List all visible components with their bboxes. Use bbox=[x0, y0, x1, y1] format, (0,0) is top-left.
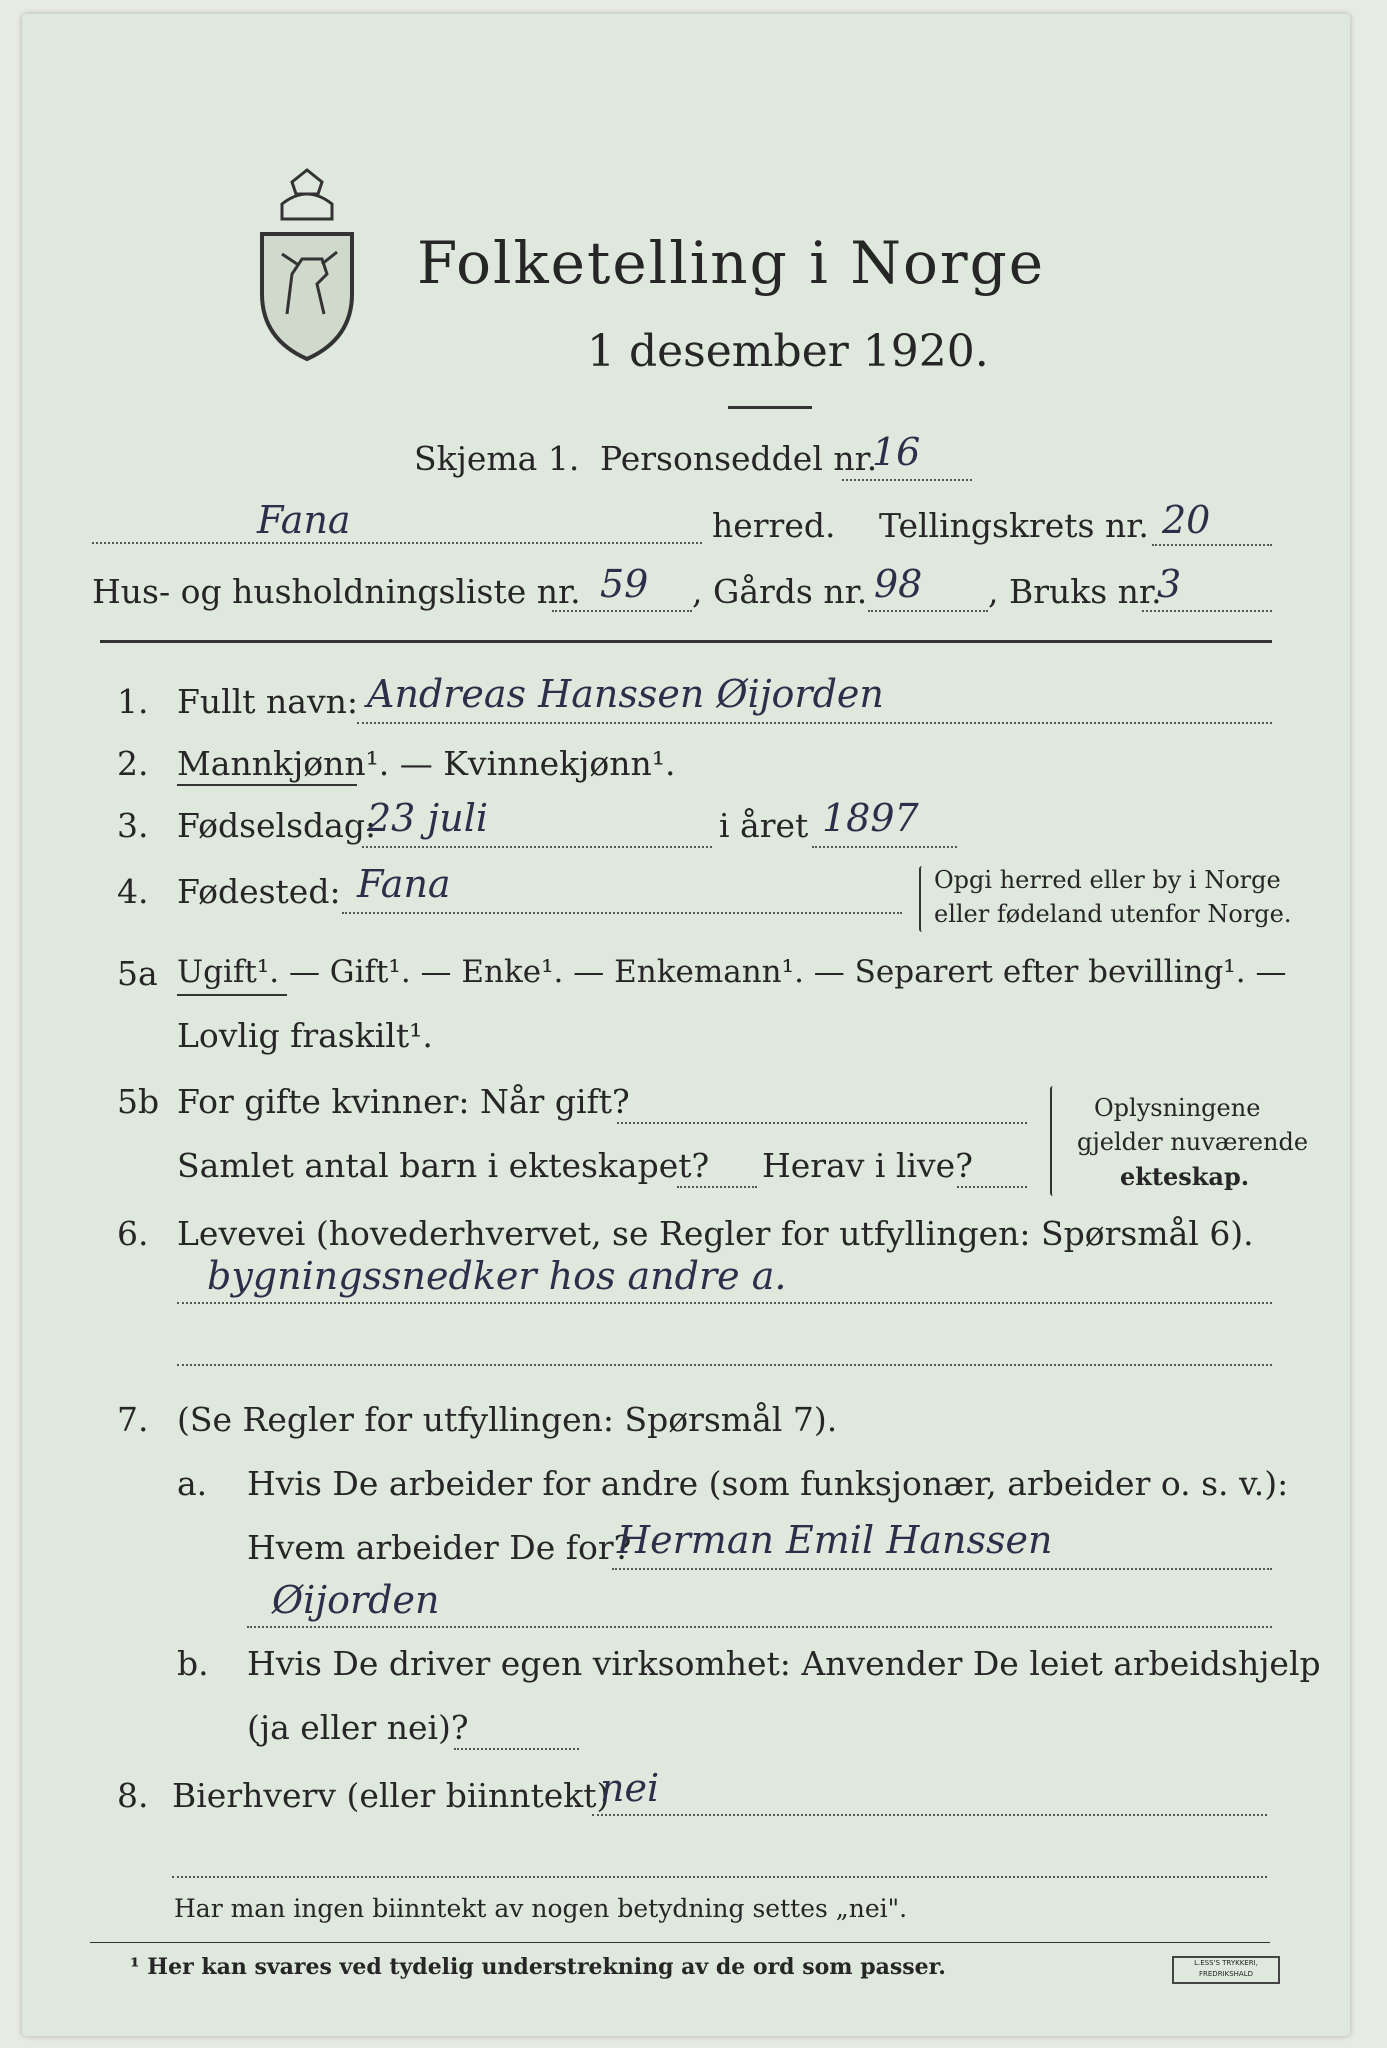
census-form bbox=[22, 14, 1350, 2036]
q4-note-2: eller fødeland utenfor Norge. bbox=[934, 900, 1292, 928]
footer-note: Har man ingen biinntekt av nogen betydning settes „nei". bbox=[174, 1894, 908, 1923]
q7b-line bbox=[454, 1748, 579, 1750]
tellingskrets-line bbox=[1152, 544, 1272, 546]
q2-label: Mannkjønn¹. — Kvinnekjønn¹. bbox=[177, 744, 676, 783]
personseddel-line bbox=[842, 479, 972, 481]
gards-label: , Gårds nr. bbox=[692, 572, 868, 611]
q5a-underline bbox=[177, 994, 287, 996]
footer-rule bbox=[90, 1942, 1270, 1943]
q7a-line1: Hvis De arbeider for andre (som funksjonær, arbeider o. s. v.): bbox=[247, 1464, 1289, 1503]
bruks-value: 3 bbox=[1157, 562, 1182, 606]
herred-label: herred. bbox=[712, 506, 836, 545]
q1-value: Andreas Hanssen Øijorden bbox=[367, 672, 884, 716]
personseddel-value: 16 bbox=[872, 430, 921, 474]
q5b-note-2: gjelder nuværende bbox=[1077, 1128, 1309, 1156]
q4-brace bbox=[919, 866, 925, 932]
title-divider bbox=[728, 406, 812, 409]
form-date: 1 desember 1920. bbox=[587, 326, 989, 377]
q3-year-label: i året bbox=[719, 806, 809, 845]
q3-label: Fødselsdag: bbox=[177, 806, 377, 845]
q3-value: 23 juli bbox=[367, 796, 488, 840]
q4-number: 4. bbox=[117, 872, 149, 911]
q4-line bbox=[342, 912, 902, 914]
gards-value: 98 bbox=[874, 562, 923, 606]
tellingskrets-label: Tellingskrets nr. bbox=[879, 506, 1149, 545]
husliste-line bbox=[552, 610, 692, 612]
q7a-line bbox=[612, 1568, 1272, 1570]
q5b-brace bbox=[1050, 1086, 1056, 1196]
q5b-line1-dots bbox=[617, 1122, 1027, 1124]
schema-label: Skjema 1. bbox=[414, 439, 580, 478]
q8-line bbox=[592, 1814, 1267, 1816]
q2-number: 2. bbox=[117, 744, 149, 783]
q2-underline bbox=[177, 784, 357, 786]
q5b-line2a-dots bbox=[677, 1186, 757, 1188]
q7b-number: b. bbox=[177, 1644, 209, 1683]
q5b-number: 5b bbox=[117, 1082, 160, 1121]
q6-line bbox=[177, 1302, 1272, 1304]
q8-label: Bierhverv (eller biinntekt) bbox=[172, 1776, 610, 1815]
q6-line-2 bbox=[177, 1364, 1272, 1366]
q7a-value1: Herman Emil Hanssen bbox=[617, 1518, 1053, 1562]
bruks-label: , Bruks nr. bbox=[988, 572, 1162, 611]
q5b-line2b: Herav i live? bbox=[762, 1146, 973, 1185]
q7-label: (Se Regler for utfyllingen: Spørsmål 7). bbox=[177, 1400, 838, 1439]
q5b-line2a: Samlet antal barn i ekteskapet? bbox=[177, 1146, 710, 1185]
q7a-number: a. bbox=[177, 1464, 208, 1503]
footnote: ¹ Her kan svares ved tydelig understrekning av de ord som passer. bbox=[130, 1954, 946, 1980]
q7a-line2: Hvem arbeider De for? bbox=[247, 1528, 632, 1567]
q1-number: 1. bbox=[117, 682, 149, 721]
q6-value: bygningssnedker hos andre a. bbox=[207, 1254, 787, 1298]
q6-number: 6. bbox=[117, 1214, 149, 1253]
q8-value: nei bbox=[600, 1766, 660, 1810]
husliste-value: 59 bbox=[600, 562, 649, 606]
husliste-label: Hus- og husholdningsliste nr. bbox=[92, 572, 581, 611]
bruks-line bbox=[1142, 610, 1272, 612]
q1-label: Fullt navn: bbox=[177, 682, 358, 721]
tellingskrets-value: 20 bbox=[1162, 498, 1211, 542]
q4-note-1: Opgi herred eller by i Norge bbox=[934, 866, 1281, 894]
gards-line bbox=[868, 610, 988, 612]
personseddel-label: Personseddel nr. bbox=[600, 439, 878, 478]
q5a-line2: Lovlig fraskilt¹. bbox=[177, 1016, 433, 1055]
herred-line bbox=[92, 542, 702, 544]
q7b-line2: (ja eller nei)? bbox=[247, 1708, 469, 1747]
form-title: Folketelling i Norge bbox=[417, 229, 1046, 297]
q3-number: 3. bbox=[117, 806, 149, 845]
q8-line-2 bbox=[172, 1876, 1267, 1878]
q1-line bbox=[357, 722, 1272, 724]
q5a-line1: Ugift¹. — Gift¹. — Enke¹. — Enkemann¹. — Separert efter bevilling¹. — bbox=[177, 954, 1287, 990]
q5b-note-3: ekteskap. bbox=[1120, 1162, 1250, 1191]
q7b-line1: Hvis De driver egen virksomhet: Anvender De leiet arbeidshjelp bbox=[247, 1644, 1321, 1683]
q7a-value2: Øijorden bbox=[272, 1578, 440, 1622]
q5b-line2b-dots bbox=[957, 1186, 1027, 1188]
q5b-note-1: Oplysningene bbox=[1094, 1094, 1261, 1122]
q6-label: Levevei (hovederhvervet, se Regler for utfyllingen: Spørsmål 6). bbox=[177, 1214, 1254, 1253]
herred-value: Fana bbox=[257, 498, 351, 542]
q3-year-value: 1897 bbox=[822, 796, 919, 840]
section-rule bbox=[100, 640, 1272, 643]
q5a-number: 5a bbox=[117, 954, 158, 993]
q7a-line-2 bbox=[247, 1626, 1272, 1628]
q3-year-line bbox=[812, 846, 957, 848]
coat-of-arms-icon bbox=[252, 164, 362, 364]
q4-value: Fana bbox=[357, 862, 451, 906]
q4-label: Fødested: bbox=[177, 872, 341, 911]
printer-stamp: L.ESS'S TRYKKERI, FREDRIKSHALD bbox=[1172, 1956, 1280, 1984]
q5b-line1: For gifte kvinner: Når gift? bbox=[177, 1082, 630, 1121]
q3-line bbox=[362, 846, 712, 848]
q7-number: 7. bbox=[117, 1400, 149, 1439]
q8-number: 8. bbox=[117, 1776, 149, 1815]
